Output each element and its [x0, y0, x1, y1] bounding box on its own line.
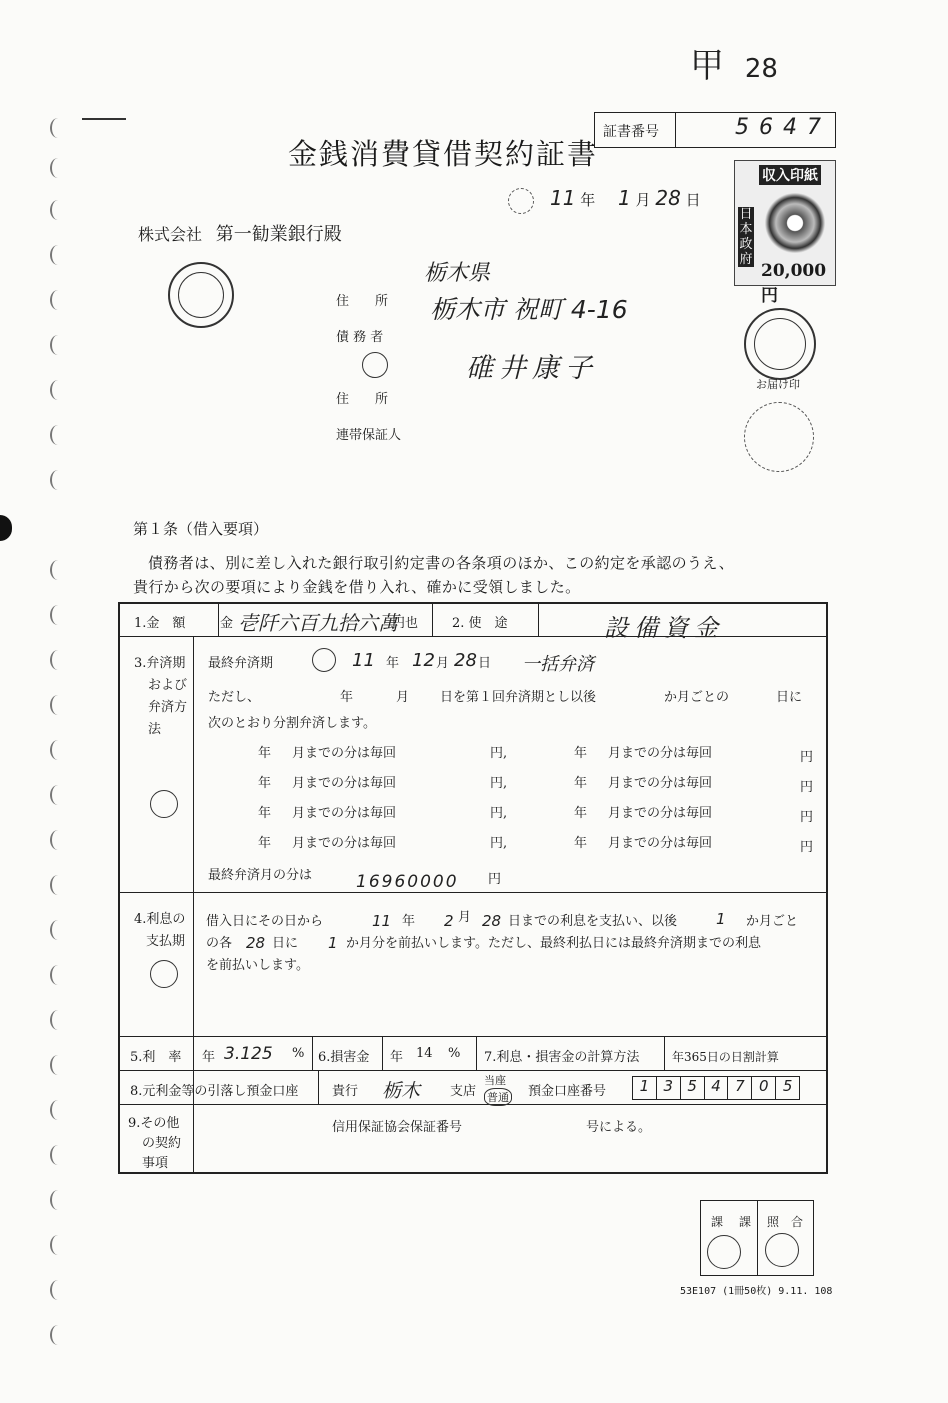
- corner-dash: [82, 118, 126, 120]
- account-digit: 5: [681, 1077, 705, 1099]
- rate-label: 5.利 率: [130, 1050, 182, 1065]
- row2-left-yen: 円,: [490, 776, 508, 791]
- check-label: 照: [767, 1215, 780, 1229]
- interest-month-unit: 月: [458, 910, 472, 925]
- debtor-small-seal: [362, 352, 388, 378]
- repayment-label-3: 弁済方: [148, 700, 188, 715]
- interest-month: 2: [444, 912, 454, 930]
- registered-seal-label: お届け印: [756, 378, 800, 391]
- calculation-value: 年365日の日割計算: [672, 1050, 779, 1064]
- date-day: 28: [655, 186, 681, 210]
- interest-text-b: 日までの利息を支払い、以後: [508, 914, 678, 929]
- first-year-unit: 年: [340, 690, 354, 705]
- row3-right-yen: 円: [800, 810, 814, 825]
- guarantee-number-text: 信用保証協会保証番号: [332, 1120, 463, 1135]
- row2-left-year: 年: [258, 776, 272, 791]
- exhibit-number: 28: [744, 54, 778, 84]
- final-year: 11: [352, 650, 375, 671]
- guarantee-number-suffix: 号による。: [586, 1120, 652, 1135]
- interest-text-d: の各: [206, 936, 233, 951]
- damage-value: 14: [416, 1046, 433, 1061]
- bank-seal: [168, 262, 234, 328]
- installment-intro: 次のとおり分割弁済します。: [208, 716, 376, 731]
- row3-left-text: 月までの分は毎回: [292, 806, 397, 821]
- branch-label: 支店: [450, 1084, 477, 1099]
- article-body-line1: 債務者は、別に差し入れた銀行取引約定書の各条項のほか、この約定を承認のうえ、: [148, 554, 735, 572]
- repayment-label-2: および: [148, 678, 188, 693]
- row2-right-text: 月までの分は毎回: [608, 776, 713, 791]
- interest-text-a: 借入日にその日から: [206, 914, 324, 929]
- account-digit: 0: [752, 1077, 776, 1099]
- check-label: 合: [791, 1215, 804, 1229]
- amount-label: 1.金 額: [134, 616, 186, 631]
- interest-label-2: 支払期: [146, 934, 186, 949]
- revenue-stamp: [734, 160, 836, 306]
- proviso-text: ただし、: [208, 690, 261, 705]
- repayment-label-4: 法: [148, 722, 162, 737]
- date-year: 11: [550, 186, 576, 210]
- address-line2: 栃木市 祝町 4-16: [430, 295, 628, 324]
- purpose-label: 2. 使 途: [452, 616, 508, 631]
- final-month-label: 最終弁済月の分は: [208, 868, 313, 883]
- account-digit: 1: [633, 1077, 657, 1099]
- check-label: 課: [739, 1215, 752, 1229]
- addressee-prefix: 株式会社: [138, 225, 203, 244]
- row2-right-year: 年: [574, 776, 588, 791]
- rate-percent: %: [292, 1046, 305, 1061]
- interest-text-f: か月分を前払いします。ただし、最終利払日には最終弁済期までの利息: [346, 936, 761, 951]
- date-year-unit: 年: [580, 191, 596, 209]
- exhibit-prefix: 甲: [690, 46, 724, 86]
- date-month-unit: 月: [635, 191, 651, 209]
- repayment-label-1: 3.弁済期: [134, 656, 186, 671]
- row4-right-year: 年: [574, 836, 588, 851]
- account-number-box: [632, 1076, 800, 1100]
- damage-percent: %: [448, 1046, 461, 1061]
- account-type-current: 当座: [484, 1074, 506, 1087]
- interest-text-e: 日に: [272, 936, 299, 951]
- final-repayment-label: 最終弁済期: [208, 656, 274, 671]
- certificate-number-label: 証書番号: [603, 124, 659, 140]
- other-terms-label-2: の契約: [142, 1136, 182, 1151]
- final-year-unit: 年: [386, 656, 400, 671]
- check-seal-1: [707, 1235, 741, 1269]
- row4-left-text: 月までの分は毎回: [292, 836, 397, 851]
- rate-year: 年: [202, 1050, 216, 1065]
- account-digit: 4: [705, 1077, 729, 1099]
- revenue-stamp-amount: 20,000円: [761, 261, 827, 306]
- final-day: 28: [454, 650, 477, 671]
- check-label: 課: [711, 1215, 724, 1229]
- interest-text-c: か月ごと: [746, 914, 799, 929]
- interval-text: か月ごとの: [664, 690, 730, 705]
- row1-left-text: 月までの分は毎回: [292, 746, 397, 761]
- row1-right-text: 月までの分は毎回: [608, 746, 713, 761]
- other-terms-label-3: 事項: [142, 1156, 169, 1171]
- day-of-text: 日に: [776, 690, 803, 705]
- row1-right-yen: 円: [800, 750, 814, 765]
- interest-seal: [150, 960, 178, 988]
- final-month-yen: 円: [488, 872, 502, 887]
- branch-name: 栃木: [382, 1080, 421, 1102]
- bank-label: 貴行: [332, 1084, 359, 1099]
- amount-prefix: 金: [220, 616, 234, 631]
- page-title: 金銭消費貸借契約証書: [288, 137, 599, 171]
- interest-day2: 28: [246, 934, 266, 952]
- calculation-label: 7.利息・損害金の計算方法: [484, 1050, 640, 1065]
- check-seal-2: [765, 1233, 799, 1267]
- date-day-unit: 日: [685, 191, 701, 209]
- address-line1: 栃木県: [424, 261, 491, 286]
- contract-date: [550, 186, 701, 210]
- rate-value: 3.125: [224, 1044, 273, 1064]
- loan-terms-table: [118, 602, 828, 1174]
- debtor-label: 債 務 者: [336, 330, 384, 345]
- exhibit-mark: [690, 38, 778, 87]
- row3-right-text: 月までの分は毎回: [608, 806, 713, 821]
- debtor-name: 碓井康子: [466, 353, 598, 384]
- row4-left-year: 年: [258, 836, 272, 851]
- damage-label: 6.損害金: [318, 1050, 370, 1065]
- check-seal-box: [700, 1200, 814, 1276]
- interest-label-1: 4.利息の: [134, 912, 186, 927]
- row3-left-yen: 円,: [490, 806, 508, 821]
- row1-right-year: 年: [574, 746, 588, 761]
- account-number-label: 預金口座番号: [528, 1084, 607, 1099]
- guarantor-address-label: 住 所: [336, 392, 389, 407]
- guarantor-seal-circle: [744, 402, 814, 472]
- flower-icon: [765, 193, 825, 253]
- addressee-name: 第一勧業銀行殿: [215, 224, 342, 245]
- revenue-stamp-label: 収入印紙: [759, 165, 821, 185]
- amount-suffix: 円也: [392, 616, 419, 631]
- interest-day: 28: [482, 912, 502, 930]
- other-terms-label-1: 9.その他: [128, 1116, 180, 1131]
- interest-year-unit: 年: [402, 914, 416, 929]
- addressee: [138, 220, 342, 246]
- interest-months: 1: [328, 934, 338, 952]
- interest-year: 11: [372, 912, 392, 930]
- first-month-unit: 月: [396, 690, 410, 705]
- interest-text-g: を前払いします。: [206, 958, 309, 973]
- address-label: 住 所: [336, 294, 389, 309]
- certificate-number-value: 5647: [735, 115, 831, 140]
- revenue-stamp-issuer: 日本政府: [739, 207, 753, 267]
- row4-right-yen: 円: [800, 840, 814, 855]
- repayment-seal: [150, 790, 178, 818]
- account-type-ordinary: 普通: [484, 1088, 512, 1106]
- row2-left-text: 月までの分は毎回: [292, 776, 397, 791]
- punch-dot: [0, 515, 12, 541]
- account-digit: 7: [728, 1077, 752, 1099]
- row4-left-yen: 円,: [490, 836, 508, 851]
- row4-right-text: 月までの分は毎回: [608, 836, 713, 851]
- date-month: 1: [618, 186, 631, 210]
- account-label: 8.元利金等の引落し預金口座: [130, 1084, 299, 1099]
- final-month: 12: [412, 650, 435, 671]
- form-code: 53E107 (1冊50枚) 9.11. 108: [680, 1286, 833, 1297]
- row1-left-year: 年: [258, 746, 272, 761]
- article-body-line2: 貴行から次の要項により金銭を借り入れ、確かに受領しました。: [133, 578, 581, 596]
- row3-left-year: 年: [258, 806, 272, 821]
- debtor-registered-seal: [744, 308, 816, 380]
- damage-year: 年: [390, 1050, 404, 1065]
- row2-right-yen: 円: [800, 780, 814, 795]
- amount-value: 壱阡六百九拾六萬: [238, 611, 398, 635]
- row3-right-year: 年: [574, 806, 588, 821]
- final-repayment-seal: [312, 648, 336, 672]
- article-heading: 第１条（借入要項）: [133, 520, 269, 538]
- date-seal-circle: [508, 188, 534, 214]
- account-digit: 5: [782, 1077, 793, 1095]
- final-month-unit: 月: [436, 656, 450, 671]
- purpose-value: 設備資金: [604, 614, 724, 642]
- lump-sum-repayment: 一括弁済: [522, 654, 594, 675]
- first-installment-text: 日を第１回弁済期とし以後: [440, 690, 597, 705]
- certificate-number-box: [594, 112, 836, 148]
- account-digit: 3: [657, 1077, 681, 1099]
- interest-every: 1: [716, 910, 726, 928]
- final-day-unit: 日: [478, 656, 492, 671]
- guarantor-label: 連帯保証人: [336, 428, 402, 443]
- final-month-amount: 16960000: [356, 872, 459, 892]
- row1-left-yen: 円,: [490, 746, 508, 761]
